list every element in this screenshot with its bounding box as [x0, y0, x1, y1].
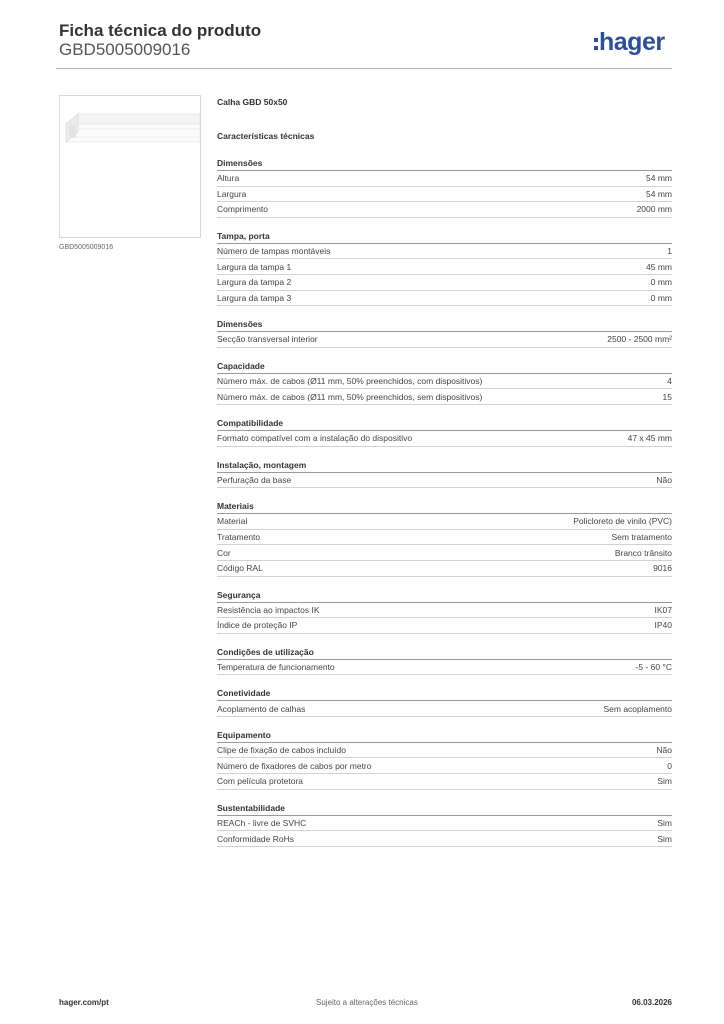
spec-label: Perfuração da base [217, 474, 292, 485]
footer-website: hager.com/pt [59, 998, 109, 1007]
spec-section [217, 416, 672, 447]
spec-row [217, 758, 672, 774]
spec-value: Sem tratamento [611, 532, 672, 543]
spec-row [217, 831, 672, 847]
spec-section [217, 645, 672, 676]
spec-label: Altura [217, 173, 240, 184]
section-title: Compatibilidade [217, 416, 672, 431]
spec-row [217, 473, 672, 489]
spec-row [217, 618, 672, 634]
spec-row [217, 291, 672, 307]
spec-label: Cor [217, 547, 231, 558]
spec-label: Conformidade RoHs [217, 833, 295, 844]
spec-row [217, 603, 672, 619]
spec-value: 1 [667, 246, 672, 257]
spec-value: Branco trânsito [614, 547, 672, 558]
spec-sections [217, 156, 672, 847]
spec-section [217, 458, 672, 489]
spec-label: Resistência ao impactos IK [217, 604, 320, 615]
specs-heading: Características técnicas [217, 131, 315, 141]
spec-section [217, 359, 672, 405]
spec-label: Largura da tampa 3 [217, 292, 292, 303]
spec-label: Número máx. de cabos (Ø11 mm, 50% preenchidos, sem dispositivos) [217, 391, 483, 402]
spec-row [217, 431, 672, 447]
spec-label: Acoplamento de calhas [217, 703, 306, 714]
spec-section [217, 686, 672, 717]
hager-logo [594, 26, 665, 58]
spec-value: IK07 [654, 604, 672, 615]
section-title: Instalação, montagem [217, 458, 672, 473]
spec-row [217, 545, 672, 561]
footer-date: 06.03.2026 [631, 998, 672, 1007]
spec-value: 47 x 45 mm [627, 433, 672, 444]
spec-row [217, 171, 672, 187]
spec-value: 2000 mm [636, 204, 672, 215]
spec-row [217, 187, 672, 203]
page-title: Ficha técnica do produto [59, 21, 262, 40]
spec-label: Largura da tampa 2 [217, 277, 292, 288]
spec-value: 45 mm [646, 261, 672, 272]
spec-value: Sem acoplamento [603, 703, 672, 714]
spec-row [217, 389, 672, 405]
spec-label: Código RAL [217, 563, 263, 574]
spec-value: 15 [662, 391, 672, 402]
spec-label: Número de fixadores de cabos por metro [217, 760, 372, 771]
spec-row [217, 816, 672, 832]
spec-row [217, 701, 672, 717]
spec-section [217, 499, 672, 576]
spec-label: Comprimento [217, 204, 269, 215]
spec-label: Número máx. de cabos (Ø11 mm, 50% preenchidos, com dispositivos) [217, 376, 483, 387]
spec-row [217, 374, 672, 390]
spec-content [217, 96, 672, 847]
spec-value: 54 mm [646, 173, 672, 184]
spec-row [217, 259, 672, 275]
spec-section [217, 801, 672, 847]
spec-row [217, 202, 672, 218]
section-title: Capacidade [217, 359, 672, 374]
logo-dots-icon [594, 38, 598, 50]
section-title: Condições de utilização [217, 645, 672, 660]
spec-section [217, 229, 672, 306]
spec-label: Largura da tampa 1 [217, 261, 292, 272]
footer-notice: Sujeito a alterações técnicas [316, 998, 418, 1007]
section-title: Equipamento [217, 728, 672, 743]
spec-row [217, 244, 672, 260]
spec-label: Clipe de fixação de cabos incluído [217, 745, 346, 756]
spec-label: Largura [217, 188, 247, 199]
spec-value: 2500 - 2500 mm² [607, 334, 672, 345]
spec-row [217, 332, 672, 348]
spec-label: Formato compatível com a instalação do dispositivo [217, 433, 413, 444]
section-title: Tampa, porta [217, 229, 672, 244]
section-title: Segurança [217, 588, 672, 603]
section-title: Conetividade [217, 686, 672, 701]
spec-row [217, 774, 672, 790]
spec-value: Sim [657, 776, 672, 787]
spec-label: Tratamento [217, 532, 261, 543]
spec-value: 0 mm [650, 277, 672, 288]
product-code-header: GBD5005009016 [59, 40, 191, 59]
spec-section [217, 588, 672, 634]
cable-duct-picture [60, 96, 200, 237]
spec-section [217, 317, 672, 348]
product-name: Calha GBD 50x50 [217, 97, 288, 107]
spec-value: 0 [667, 760, 672, 771]
image-caption: GBD5005009016 [59, 244, 114, 251]
spec-label: Número de tampas montáveis [217, 246, 331, 257]
spec-label: Secção transversal interior [217, 334, 318, 345]
section-title: Materiais [217, 499, 672, 514]
spec-row [217, 660, 672, 676]
spec-section [217, 728, 672, 790]
section-title: Dimensões [217, 317, 672, 332]
spec-value: Sim [657, 817, 672, 828]
spec-value: 4 [667, 376, 672, 387]
spec-row [217, 561, 672, 577]
spec-value: Não [656, 474, 672, 485]
spec-row [217, 743, 672, 759]
product-image [59, 95, 201, 238]
spec-value: Sim [657, 833, 672, 844]
spec-value: IP40 [654, 620, 672, 631]
spec-label: Material [217, 516, 248, 527]
spec-value: Policloreto de vinilo (PVC) [573, 516, 672, 527]
header-divider [56, 68, 672, 69]
spec-value: 0 mm [650, 292, 672, 303]
section-title: Sustentabilidade [217, 801, 672, 816]
spec-label: Temperatura de funcionamento [217, 661, 335, 672]
spec-section [217, 156, 672, 218]
spec-value: 54 mm [646, 188, 672, 199]
spec-value: Não [656, 745, 672, 756]
spec-label: Índice de proteção IP [217, 620, 298, 631]
section-title: Dimensões [217, 156, 672, 171]
spec-value: -5 - 60 °C [635, 661, 672, 672]
spec-label: REACh - livre de SVHC [217, 817, 307, 828]
spec-label: Com película protetora [217, 776, 303, 787]
logo-text: hager [599, 27, 665, 56]
spec-value: 9016 [653, 563, 672, 574]
spec-row [217, 514, 672, 530]
spec-row [217, 275, 672, 291]
spec-row [217, 530, 672, 546]
